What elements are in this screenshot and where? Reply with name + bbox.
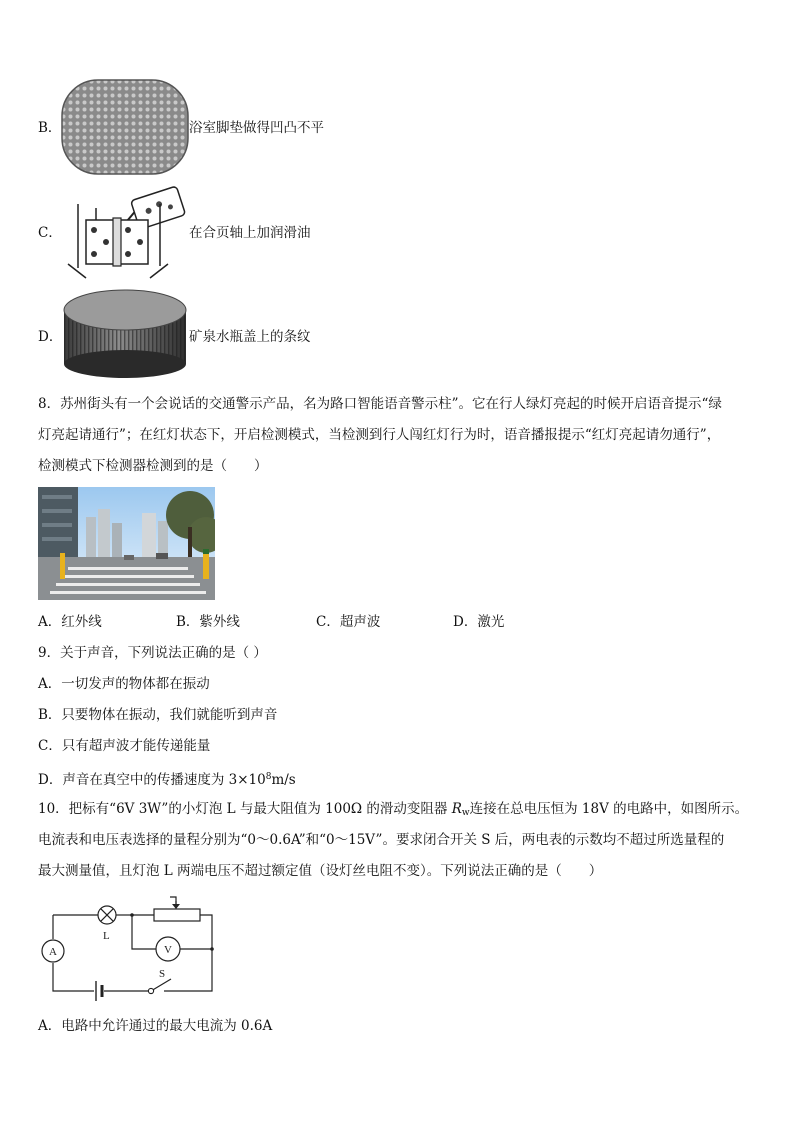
voltmeter-label: V	[164, 944, 172, 956]
bottle-cap-image	[60, 286, 190, 382]
bath-mat-image	[60, 78, 190, 176]
q8-choice-c: C．超声波	[316, 614, 381, 630]
q10-stem-line-3: 最大测量值，且灯泡 L 两端电压不超过额定值（设灯丝电阻不变）。下列说法正确的是（ ）	[38, 863, 603, 879]
q8-stem-line-1: 8．苏州街头有一个会说话的交通警示产品，名为路口智能语音警示柱”。它在行人绿灯亮起的时候开启语音提示“绿	[38, 396, 722, 412]
q8-choice-d: D．激光	[453, 614, 505, 630]
q10-stem-line-1	[38, 800, 748, 822]
circuit-diagram	[36, 893, 226, 1008]
option-text: 矿泉水瓶盖上的条纹	[189, 329, 311, 345]
q10-choice-a: A．电路中允许通过的最大电流为 0.6A	[38, 1018, 273, 1034]
q9-choice-d	[38, 768, 296, 789]
option-text: 在合页轴上加润滑油	[189, 225, 311, 241]
rheostat-symbol-box	[154, 909, 200, 921]
q9-choice-b: B．只要物体在振动，我们就能听到声音	[38, 707, 278, 723]
q9-stem: 9．关于声音，下列说法正确的是（ ）	[38, 645, 267, 661]
q10-line1-part-b: 连接在总电压恒为 18V 的电路中，如图所示。	[469, 801, 749, 817]
option-label: B．	[38, 120, 62, 136]
ammeter-label: A	[49, 946, 57, 958]
rheostat-symbol: R	[451, 801, 462, 817]
q9-choice-d-unit: m/s	[271, 772, 296, 788]
q9-choice-d-exponent: 8	[265, 772, 272, 782]
q9-choice-c: C．只有超声波才能传递能量	[38, 738, 211, 754]
q10-stem-line-2: 电流表和电压表选择的量程分别为“0～0.6A”和“0～15V”。要求闭合开关 S 后，两电表的示数均不超过所选量程的	[38, 832, 725, 848]
option-text: 浴室脚垫做得凹凸不平	[189, 120, 324, 136]
q9-choice-d-prefix: D．声音在真空中的传播速度为 3×10	[38, 772, 266, 788]
q9-choice-a: A．一切发声的物体都在振动	[38, 676, 210, 692]
q10-line1-part-a: 10．把标有“6V 3W”的小灯泡 L 与最大阻值为 100Ω 的滑动变阻器	[38, 801, 452, 817]
hinge-oil-image	[64, 186, 188, 280]
switch-label: S	[159, 968, 166, 980]
option-label: D．	[38, 329, 63, 345]
option-label: C．	[38, 225, 62, 241]
q8-choice-b: B．紫外线	[176, 614, 240, 630]
q8-stem-line-2: 灯亮起请通行”；在红灯状态下，开启检测模式，当检测到行人闯红灯行为时，语音播报提示“红灯亮起请勿通行”，	[38, 427, 721, 443]
rheostat-subscript: w	[461, 808, 470, 818]
street-crossing-photo	[38, 487, 215, 600]
q8-choice-a: A．红外线	[38, 614, 102, 630]
q8-stem-line-3: 检测模式下检测器检测到的是（ ）	[38, 458, 268, 474]
lamp-label: L	[103, 930, 110, 942]
